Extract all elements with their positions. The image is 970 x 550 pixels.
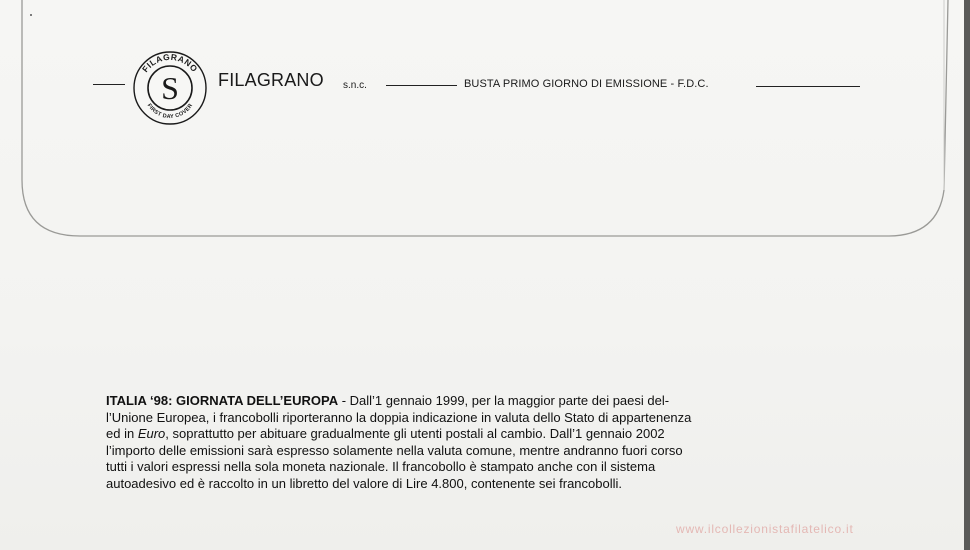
description-title: ITALIA ‘98: GIORNATA DELL’EUROPA (106, 393, 339, 408)
brand-name: FILAGRANO (218, 70, 324, 90)
description-line (106, 393, 866, 410)
website-watermark: www.ilcollezionistafilatelico.it (676, 522, 854, 536)
header-rule-right (756, 86, 860, 87)
description-line-6: autoadesivo ed è raccolto in un libretto del valore di Lire 4.800, contenente sei francobolli. (106, 475, 622, 491)
filagrano-logo-icon (132, 50, 208, 126)
description-euro-emphasis: Euro (137, 426, 166, 441)
paper-speck (30, 14, 32, 16)
header-rule-left (93, 84, 125, 85)
logo-letter: S (161, 70, 179, 106)
description-line-2: l’Unione Europea, i francobolli riporteranno la doppia indicazione in valuta dello Stato di appartenenza (106, 409, 692, 425)
description-line-3-start: ed in (106, 426, 138, 441)
brand-suffix: s.n.c. (343, 80, 367, 91)
description-line-1: - Dall’1 gennaio 1999, per la maggior parte dei paesi del- (338, 393, 670, 408)
description-line (106, 426, 866, 443)
description-line-4: l’importo delle emissioni sarà espresso solamente nella valuta comune, mentre andranno fuori corso (106, 442, 683, 458)
header-subtitle: BUSTA PRIMO GIORNO DI EMISSIONE - F.D.C. (464, 78, 709, 90)
logo-ring-top-text: FILAGRANO (140, 51, 200, 75)
logo-ring-bottom-text: FIRST DAY COVER (145, 102, 195, 121)
header-rule-middle (386, 85, 457, 86)
description-text (106, 393, 866, 492)
description-line-5: tutti i valori espressi nella sola moneta nazionale. Il francobollo è stampato anche con il sistema (106, 459, 656, 474)
description-line-3-end: , soprattutto per abituare gradualmente gli utenti postali al cambio. Dall’1 gennaio 2002 (165, 426, 665, 441)
